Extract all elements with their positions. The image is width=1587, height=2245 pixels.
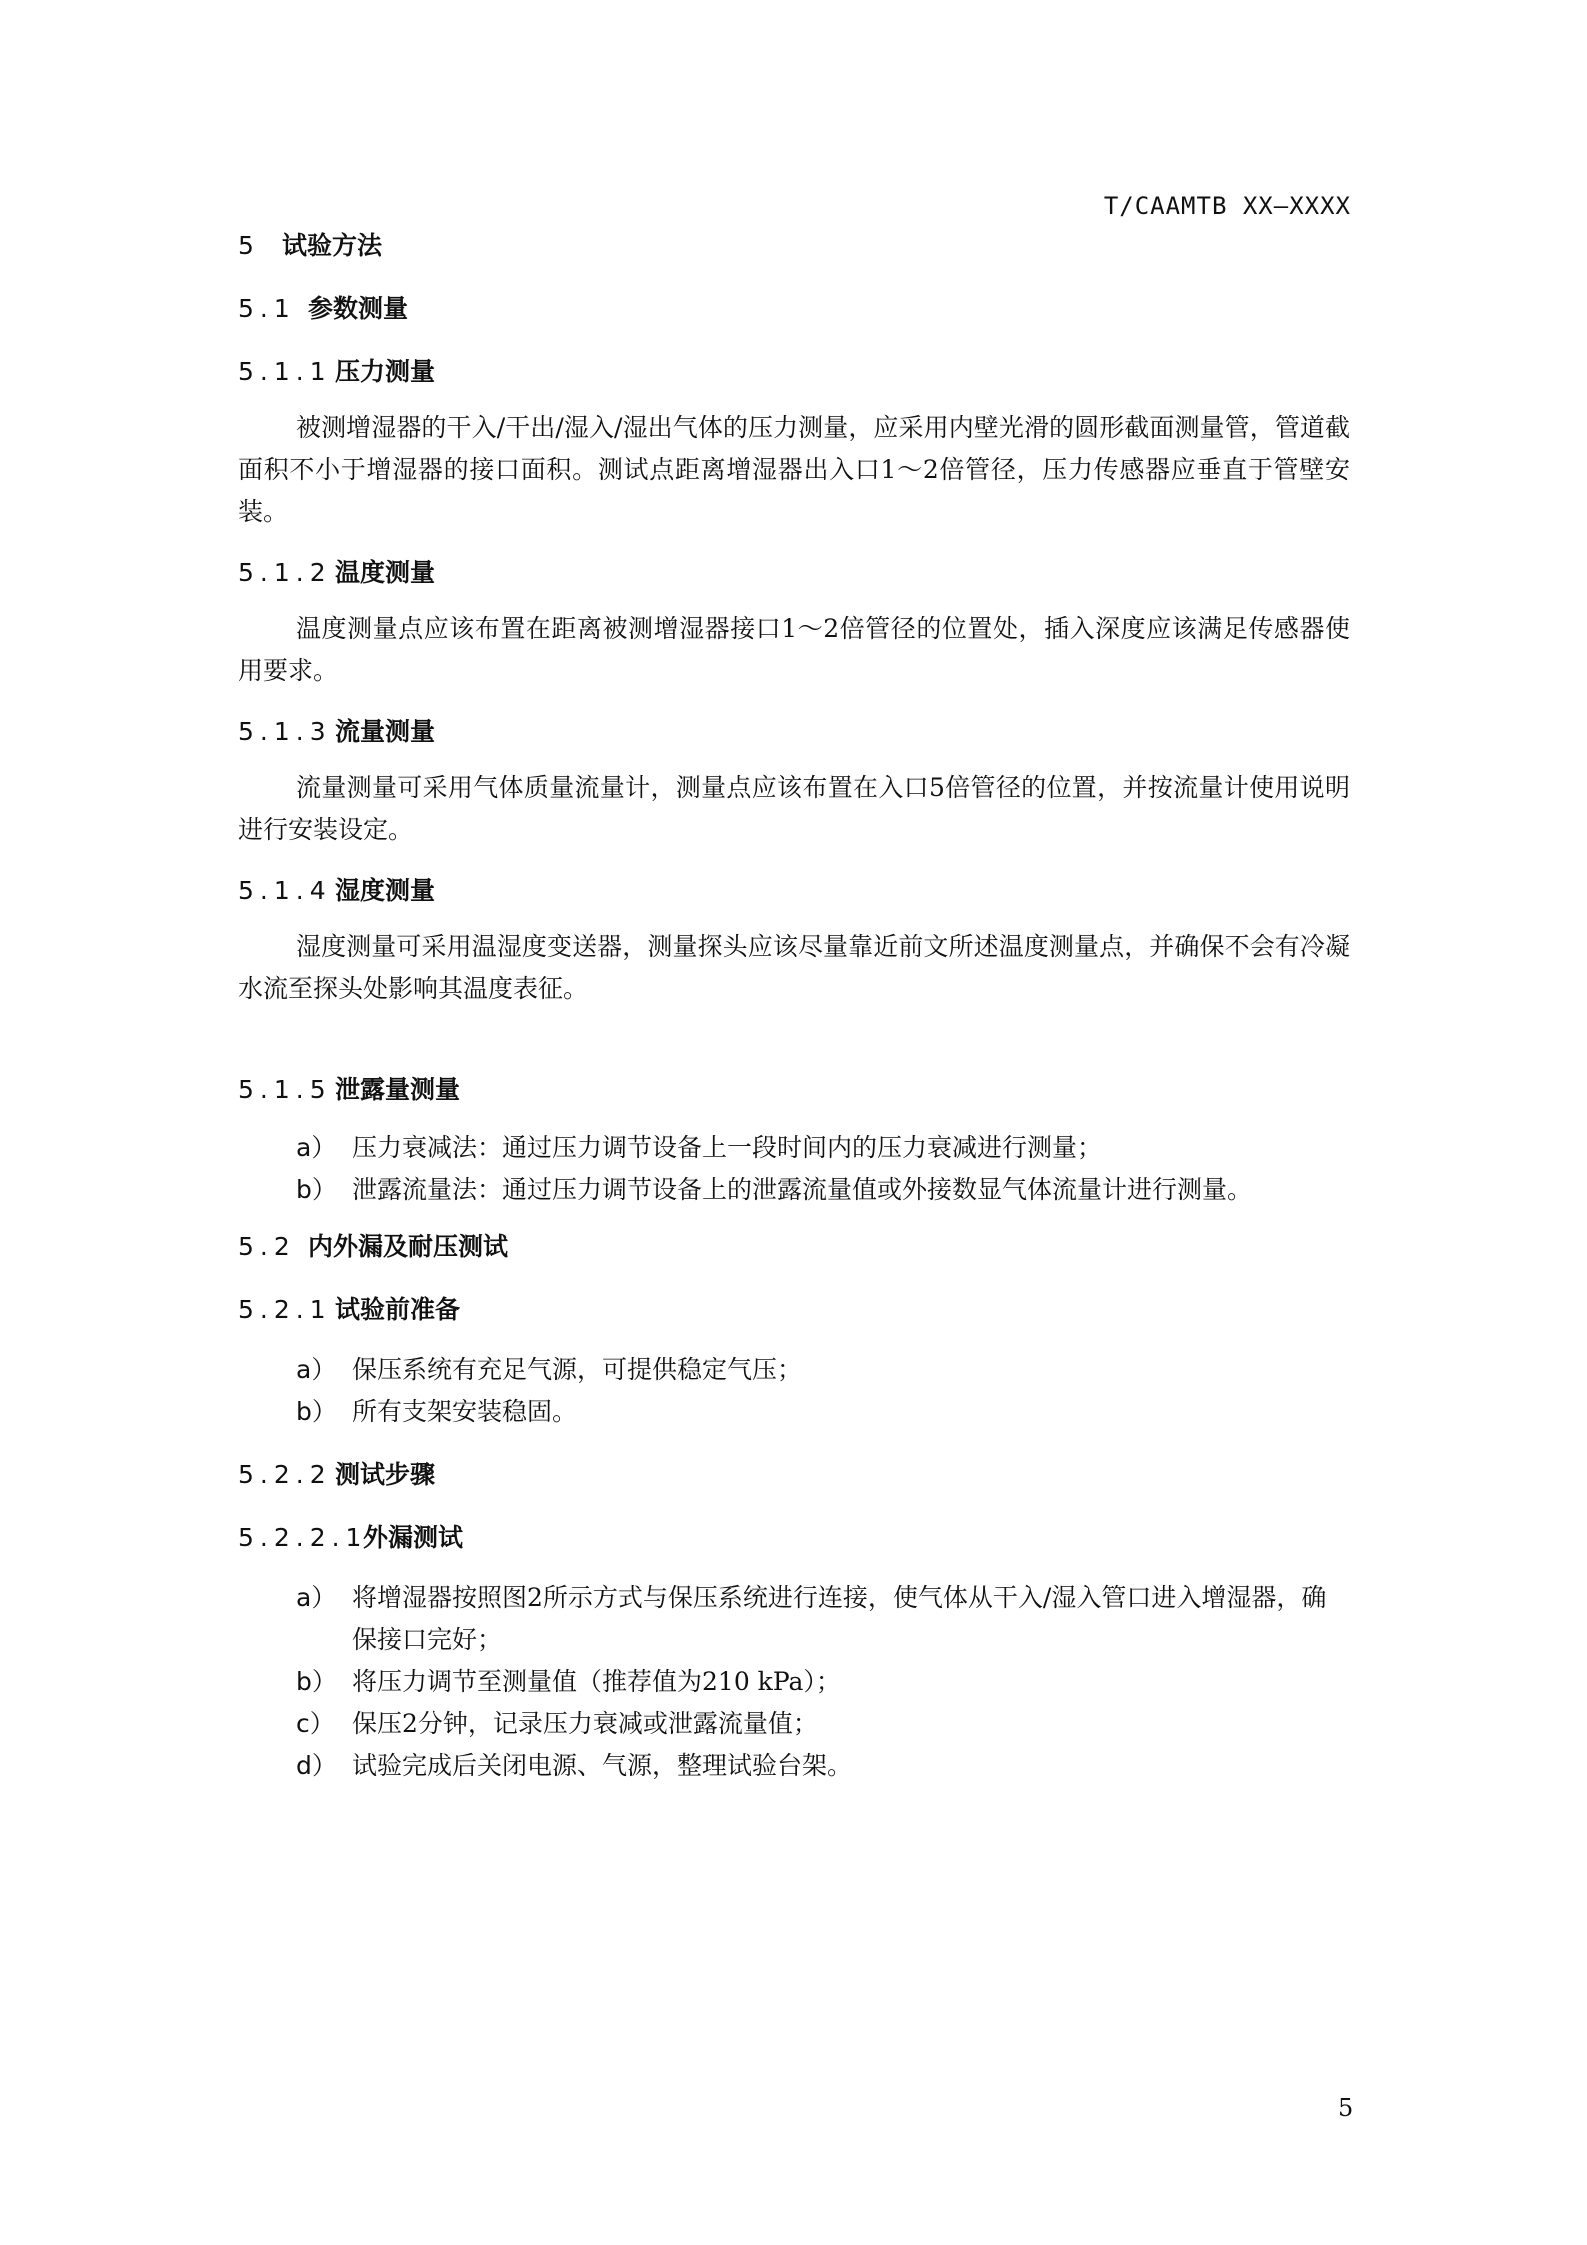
- section-5-1-heading: [238, 289, 1350, 329]
- section-number: 5.1.1: [238, 357, 332, 386]
- list-item: [238, 1577, 1350, 1661]
- section-title: 试验前准备: [335, 1295, 461, 1324]
- section-5-heading: [238, 226, 1350, 266]
- section-5-1-1-heading: [238, 352, 1350, 392]
- flow-measurement-paragraph: 流量测量可采用气体质量流量计，测量点应该布置在入口5倍管径的位置，并按流量计使用说明进行安装设定。: [238, 773, 1350, 844]
- page-number: 5: [1338, 2094, 1354, 2122]
- section-number: 5.1: [238, 294, 296, 323]
- section-title: 参数测量: [308, 294, 409, 323]
- leakage-methods-list: [238, 1127, 1350, 1211]
- list-item: [238, 1349, 1350, 1391]
- temperature-measurement-paragraph: 温度测量点应该布置在距离被测增湿器接口1～2倍管径的位置处，插入深度应该满足传感器使用要求。: [238, 614, 1350, 685]
- section-number: 5.2.2: [238, 1460, 332, 1489]
- section-number: 5.2.1: [238, 1295, 332, 1324]
- list-marker: b）: [296, 1397, 337, 1426]
- preparation-list: [238, 1349, 1350, 1433]
- list-item: [238, 1169, 1350, 1211]
- section-title: 泄露量测量: [335, 1075, 461, 1104]
- list-item-text: 试验完成后关闭电源、气源，整理试验台架。: [352, 1751, 853, 1780]
- list-marker: d）: [296, 1751, 337, 1780]
- list-item-text: 压力衰减法：通过压力调节设备上一段时间内的压力衰减进行测量；: [352, 1133, 1103, 1162]
- pressure-measurement-paragraph: 被测增湿器的干入/干出/湿入/湿出气体的压力测量，应采用内壁光滑的圆形截面测量管，管道截面积不小于增湿器的接口面积。测试点距离增湿器出入口1～2倍管径，压力传感器应垂直于管壁安装。: [238, 413, 1350, 526]
- list-marker: a）: [296, 1355, 337, 1384]
- section-number: 5.1.3: [238, 717, 332, 746]
- page-content: [238, 224, 1350, 1787]
- list-item: [238, 1391, 1350, 1433]
- section-number: 5.1.2: [238, 558, 332, 587]
- list-marker: a）: [296, 1133, 337, 1162]
- list-item-text: 将压力调节至测量值（推荐值为210 kPa）；: [352, 1667, 841, 1696]
- section-5-1-4-heading: [238, 871, 1350, 911]
- list-item-text: 所有支架安装稳固。: [352, 1397, 578, 1426]
- section-5-2-1-heading: [238, 1290, 1350, 1330]
- section-title: 测试步骤: [335, 1460, 436, 1489]
- list-item: [238, 1745, 1350, 1787]
- section-number: 5.1.4: [238, 876, 332, 905]
- standard-code: T/CAAMTB XX—XXXX: [1103, 192, 1351, 220]
- section-number: 5.2: [238, 1232, 296, 1261]
- list-item: [238, 1127, 1350, 1169]
- section-5-2-heading: [238, 1227, 1350, 1267]
- list-marker: b）: [296, 1175, 337, 1204]
- list-item-text: 保压2分钟，记录压力衰减或泄露流量值；: [352, 1709, 818, 1738]
- section-5-1-3-heading: [238, 712, 1350, 752]
- section-number: 5: [238, 231, 260, 260]
- section-title: 压力测量: [335, 357, 436, 386]
- section-title: 试验方法: [282, 231, 383, 260]
- list-item-text: 保压系统有充足气源，可提供稳定气压；: [352, 1355, 803, 1384]
- list-item: [238, 1703, 1350, 1745]
- section-5-2-2-heading: [238, 1455, 1350, 1495]
- section-title: 湿度测量: [335, 876, 436, 905]
- section-5-2-2-1-heading: [238, 1518, 1350, 1558]
- section-number: 5.2.2.1: [238, 1523, 368, 1552]
- section-title: 内外漏及耐压测试: [308, 1232, 509, 1261]
- section-title: 流量测量: [335, 717, 436, 746]
- list-item: [238, 1661, 1350, 1703]
- section-number: 5.1.5: [238, 1075, 332, 1104]
- section-title: 温度测量: [335, 558, 436, 587]
- humidity-measurement-paragraph: 湿度测量可采用温湿度变送器，测量探头应该尽量靠近前文所述温度测量点，并确保不会有冷凝水流至探头处影响其温度表征。: [238, 932, 1350, 1003]
- list-item-text: 将增湿器按照图2所示方式与保压系统进行连接，使气体从干入/湿入管口进入增湿器，确保接口完好；: [352, 1583, 1327, 1654]
- section-5-1-2-heading: [238, 553, 1350, 593]
- external-leak-steps-list: [238, 1577, 1350, 1787]
- section-title: 外漏测试: [363, 1523, 464, 1552]
- list-marker: a）: [296, 1583, 337, 1612]
- list-marker: b）: [296, 1667, 337, 1696]
- section-5-1-5-heading: [238, 1070, 1350, 1110]
- list-item-text: 泄露流量法：通过压力调节设备上的泄露流量值或外接数显气体流量计进行测量。: [352, 1175, 1253, 1204]
- list-marker: c）: [296, 1709, 335, 1738]
